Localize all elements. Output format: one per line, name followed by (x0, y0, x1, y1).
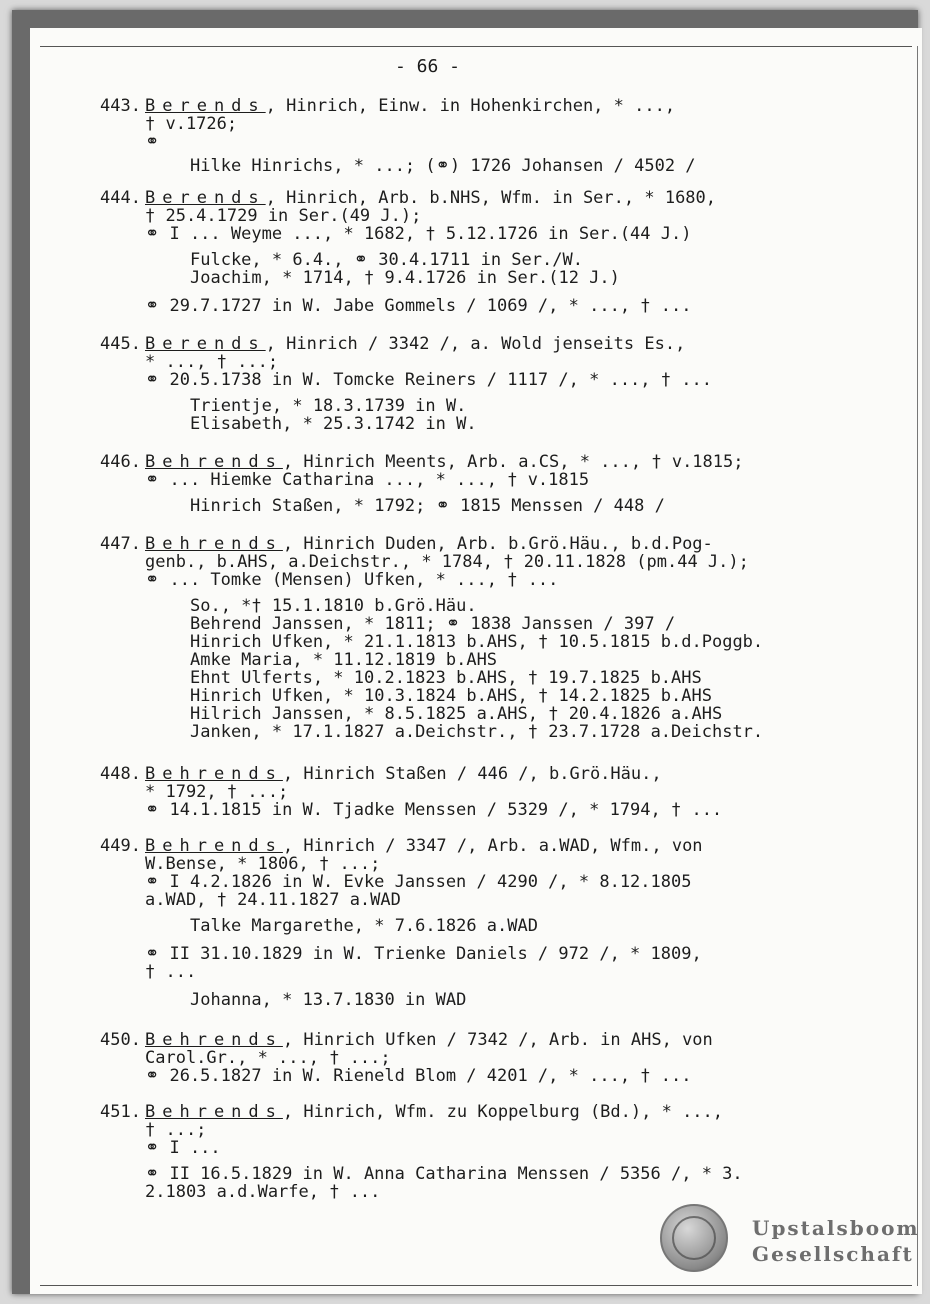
entry-line: ⚭ II 31.10.1829 in W. Trienke Daniels / 972 /, * 1809, (145, 944, 702, 964)
entry-line: ⚭ I ... Weyme ..., * 1682, † 5.12.1726 in Ser.(44 J.) (145, 224, 692, 244)
entry-line: Joachim, * 1714, † 9.4.1726 in Ser.(12 J.) (190, 268, 620, 288)
entry-number: 449. (100, 836, 141, 856)
entry-line: Fulcke, * 6.4., ⚭ 30.4.1711 in Ser./W. (190, 250, 583, 270)
entry-line: Hinrich / 3347 /, Arb. a.WAD, Wfm., von (303, 836, 703, 856)
entry-line: 2.1803 a.d.Warfe, † ... (145, 1182, 381, 1202)
right-border (917, 46, 918, 1286)
entry-line: So., *† 15.1.1810 b.Grö.Häu. (190, 596, 477, 616)
entry-line: * 1792, † ...; (145, 782, 289, 802)
entry-line: ⚭ ... Hiemke Catharina ..., * ..., † v.1815 (145, 470, 590, 490)
entry-surname: Berends (145, 96, 266, 116)
entry-line: ⚭ 26.5.1827 in W. Rieneld Blom / 4201 /, * ..., † ... (145, 1066, 692, 1086)
logo-line-2: Gesellschaft (752, 1242, 914, 1266)
entry-line: Ehnt Ulferts, * 10.2.1823 b.AHS, † 19.7.1825 b.AHS (190, 668, 702, 688)
entry-line: ⚭ 20.5.1738 in W. Tomcke Reiners / 1117 /, * ..., † ... (145, 370, 712, 390)
entry-line: Janken, * 17.1.1827 a.Deichstr., † 23.7.1728 a.Deichstr. (190, 722, 764, 742)
entry-number: 451. (100, 1102, 141, 1122)
entry-line: ⚭ I 4.2.1826 in W. Evke Janssen / 4290 /, * 8.12.1805 (145, 872, 692, 892)
entry-line: Trientje, * 18.3.1739 in W. (190, 396, 467, 416)
entry-line: † ...; (145, 1120, 207, 1140)
entry-line: † ... (145, 962, 197, 982)
entry-line: Hinrich Ufken, * 10.3.1824 b.AHS, † 14.2.1825 b.AHS (190, 686, 712, 706)
entry-surname: Behrends (145, 764, 283, 784)
entry-line: ⚭ (145, 132, 160, 152)
entry-line: Behrend Janssen, * 1811; ⚭ 1838 Janssen / 397 / (190, 614, 676, 634)
entry-line: Hinrich, Wfm. zu Koppelburg (Bd.), * ..., (303, 1102, 724, 1122)
entry-number: 443. (100, 96, 141, 116)
entry-line: † 25.4.1729 in Ser.(49 J.); (145, 206, 422, 226)
entry-line: Hinrich Ufken, * 21.1.1813 b.AHS, † 10.5.1815 b.d.Poggb. (190, 632, 764, 652)
entry-line: † v.1726; (145, 114, 238, 134)
entry-line: Hinrich Duden, Arb. b.Grö.Häu., b.d.Pog- (303, 534, 713, 554)
entry-line: Hinrich, Arb. b.NHS, Wfm. in Ser., * 1680, (286, 188, 717, 208)
entry-line: ⚭ ... Tomke (Mensen) Ufken, * ..., † ... (145, 570, 559, 590)
entry-line: Carol.Gr., * ..., † ...; (145, 1048, 391, 1068)
document-page: - 66 - 443. Berends, Hinrich, Einw. in Hohenkirchen, * ..., † v.1726; ⚭ Hilke Hinrichs, * ...; (⚭) 1726 Johansen / 4502 / 444. Berends, Hinrich, Arb. b.NHS, Wfm. in Ser., * 1680, † 25.4.1729 in Ser.(49 J.); ⚭ I ... Weyme ..., * 1682, † 5.12.1726 in Ser.(44 J.) Fulcke, * 6.4., ⚭ 30.4.1711 in Ser./W. Joachim, * 1714, † 9.4.1726 in Ser.(12 J.) ⚭ 29.7.1727 in W. Jabe Gommels / 1069 /, * ..., † ... 445. Berends, Hinrich / 3342 /, a. Wold jenseits Es., * ..., † ...; ⚭ 20.5.1738 in W. Tomcke Reiners / 1117 /, * ..., † ... Trientje, * 18.3.1739 in W. Elisabeth, * 25.3.1742 in W. 446. Behrends, Hinrich Meents, Arb. a.CS, * ..., † v.1815; ⚭ ... Hiemke Catharina ..., * ..., † v.1815 Hinrich Staßen, * 1792; ⚭ 1815 Menssen / 448 / 447. Behrends, Hinrich Duden, Arb. b.Grö.Häu., b.d.Pog- genb., b.AHS, a.Deichstr., * 1784, † 20.11.1828 (pm.44 J.); ⚭ ... Tomke (Mensen) Ufken, * ..., † ... So., *† 15.1.1810 b.Grö.Häu. Behrend Janssen, * 1811; ⚭ 1838 Janssen / 397 / Hinrich Ufken, * 21.1.1813 b.AHS, † 10.5.1815 b.d.Poggb. Amke Maria, * 11.12.1819 b.AHS Ehnt Ulferts, * 10.2.1823 b.AHS, † 19.7.1825 b.AHS Hinrich Ufken, * 10.3.1824 b.AHS, † 14.2.1825 b.AHS Hilrich Janssen, * 8.5.1825 a.AHS, † 20.4.1826 a.AHS Janken, * 17.1.1827 a.Deichstr., † 23.7.1728 a.Deichstr. 448. Behrends, Hinrich Staßen / 446 /, b.Grö.Häu., * 1792, † ...; ⚭ 14.1.1815 in W. Tjadke Menssen / 5329 /, * 1794, † ... 449. Behrends, Hinrich / 3347 /, Arb. a.WAD, Wfm., von W.Bense, * 1806, † ...; ⚭ I 4.2.1826 in W. Evke Janssen / 4290 /, * 8.12.1805 a.WAD, † 24.11.1827 a.WAD Talke Margarethe, * 7.6.1826 a.WAD ⚭ II 31.10.1829 in W. Trienke Daniels / 972 /, * 1809, † ... Johanna, * 13.7.1830 in WAD 450. Behrends, Hinrich Ufken / 7342 /, Arb. in AHS, von Carol.Gr., * ..., † ...; ⚭ 26.5.1827 in W. Rieneld Blom / 4201 /, * ..., † ... 451. Behrends, Hinrich, Wfm. zu Koppelburg (Bd.), * ..., † ...; ⚭ I ... ⚭ II 16.5.1829 in W. Anna Catharina Menssen / 5356 /, * 3. 2.1803 a.d.Warfe, † ... (30, 28, 922, 1294)
entry-line: a.WAD, † 24.11.1827 a.WAD (145, 890, 401, 910)
top-border (40, 46, 912, 47)
entry-surname: Behrends (145, 1102, 283, 1122)
entry-line: ⚭ 29.7.1727 in W. Jabe Gommels / 1069 /, * ..., † ... (145, 296, 692, 316)
entry-line: Hinrich / 3342 /, a. Wold jenseits Es., (286, 334, 686, 354)
entry-line: ⚭ II 16.5.1829 in W. Anna Catharina Menssen / 5356 /, * 3. (145, 1164, 743, 1184)
society-seal-icon (660, 1204, 728, 1272)
entry-line: ⚭ 14.1.1815 in W. Tjadke Menssen / 5329 /, * 1794, † ... (145, 800, 723, 820)
entry-surname: Berends (145, 334, 266, 354)
entry-number: 448. (100, 764, 141, 784)
entry-line: ⚭ I ... (145, 1138, 221, 1158)
entry-number: 444. (100, 188, 141, 208)
entry-line: Talke Margarethe, * 7.6.1826 a.WAD (190, 916, 538, 936)
entry-line: Johanna, * 13.7.1830 in WAD (190, 990, 467, 1010)
entry-line: Hilrich Janssen, * 8.5.1825 a.AHS, † 20.4.1826 a.AHS (190, 704, 723, 724)
seal-inner-ring (672, 1216, 716, 1260)
bottom-border (40, 1285, 912, 1286)
entry-line: Hinrich, Einw. in Hohenkirchen, * ..., (286, 96, 676, 116)
page-number: - 66 - (395, 56, 461, 77)
entry-line: Hinrich Staßen, * 1792; ⚭ 1815 Menssen / 448 / (190, 496, 665, 516)
entry-surname: Berends (145, 188, 266, 208)
entry-surname: Behrends (145, 1030, 283, 1050)
entry-number: 445. (100, 334, 141, 354)
entry-number: 450. (100, 1030, 141, 1050)
entry-line: Hinrich Ufken / 7342 /, Arb. in AHS, von (303, 1030, 713, 1050)
entry-surname: Behrends (145, 452, 283, 472)
logo-line-1: Upstalsboom (752, 1216, 920, 1240)
entry-surname: Behrends (145, 836, 283, 856)
entry-number: 446. (100, 452, 141, 472)
entry-surname: Behrends (145, 534, 283, 554)
entry-number: 447. (100, 534, 141, 554)
entry-line: Hinrich Staßen / 446 /, b.Grö.Häu., (303, 764, 662, 784)
entry-line: Elisabeth, * 25.3.1742 in W. (190, 414, 477, 434)
entry-line: * ..., † ...; (145, 352, 279, 372)
entry-line: Hilke Hinrichs, * ...; (⚭) 1726 Johansen / 4502 / (190, 156, 696, 176)
entry-line: Amke Maria, * 11.12.1819 b.AHS (190, 650, 498, 670)
entry-line: genb., b.AHS, a.Deichstr., * 1784, † 20.11.1828 (pm.44 J.); (145, 552, 749, 572)
entry-line: W.Bense, * 1806, † ...; (145, 854, 381, 874)
entry-line: Hinrich Meents, Arb. a.CS, * ..., † v.1815; (303, 452, 744, 472)
